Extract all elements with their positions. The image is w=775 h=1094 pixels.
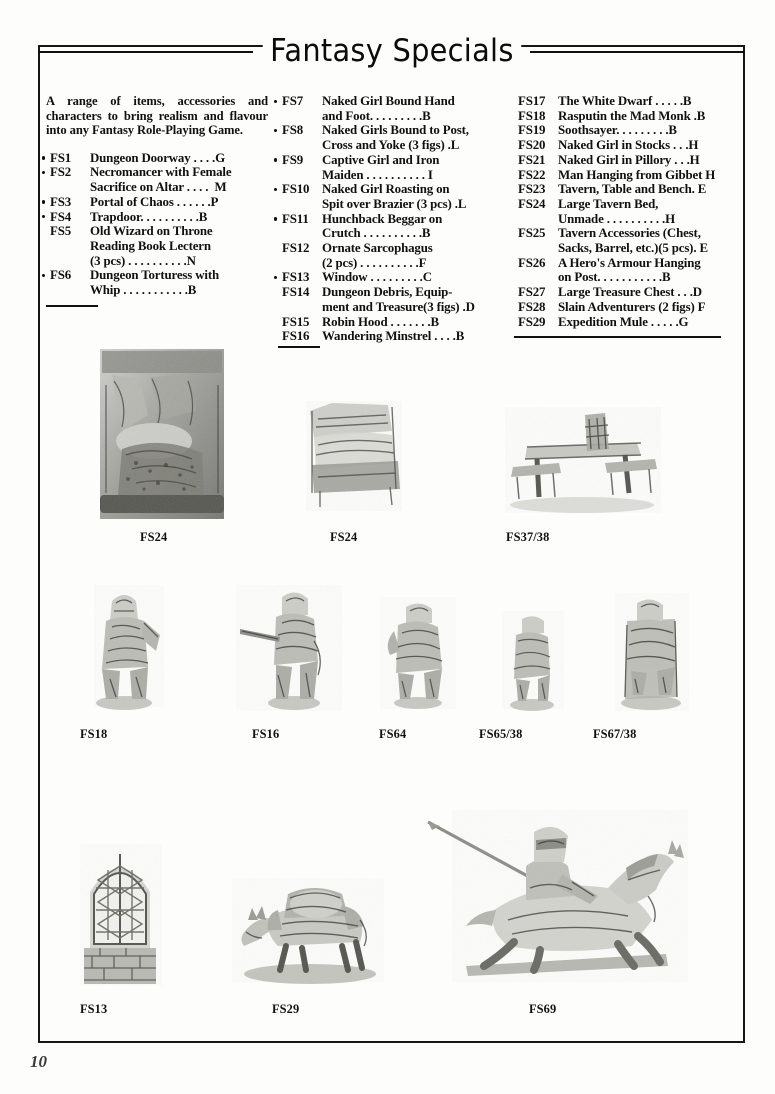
product-entry	[274, 153, 510, 182]
product-code: FS11	[282, 211, 309, 226]
product-description	[558, 315, 738, 330]
product-description-line: A Hero's Armour Hanging	[558, 255, 701, 270]
photo-fs69	[422, 770, 712, 990]
product-code: FS14	[282, 285, 310, 300]
product-description-line: The White Dwarf . . . . .B	[558, 94, 692, 108]
product-entry	[42, 224, 274, 268]
product-code: FS19	[518, 123, 546, 138]
product-code: FS18	[518, 108, 546, 123]
product-description-line: Wandering Minstrel . . . .B	[322, 329, 465, 344]
product-entry	[274, 123, 510, 152]
product-description-line: Necromancer with Female	[90, 165, 232, 180]
product-code: FS28	[518, 299, 546, 314]
product-code: FS13	[282, 270, 310, 285]
product-code: FS12	[282, 241, 310, 256]
product-code: FS22	[518, 167, 546, 182]
product-description-line: Unmade . . . . . . . . . .H	[558, 211, 675, 226]
new-item-bullet-icon	[274, 276, 277, 279]
product-entry	[510, 300, 742, 315]
product-entry	[42, 210, 274, 225]
product-description	[322, 94, 506, 123]
product-description	[322, 241, 506, 270]
product-code: FS17	[518, 94, 546, 108]
product-entry	[510, 138, 742, 153]
product-description-line: Tavern, Table and Bench. E	[558, 182, 707, 197]
product-code: FS5	[50, 224, 72, 239]
product-description	[322, 315, 506, 330]
product-description	[322, 182, 506, 211]
product-entry	[42, 151, 274, 166]
product-description	[322, 123, 506, 152]
product-code: FS26	[518, 255, 546, 270]
product-description-line: Ornate Sarcophagus	[322, 241, 433, 256]
product-description-line: Hunchback Beggar on	[322, 211, 443, 226]
photo-caption-fs69: FS69	[529, 1002, 557, 1016]
column-2-entries	[274, 94, 510, 344]
product-description-line: Cross and Yoke (3 figs) .L	[322, 138, 460, 153]
product-description	[558, 285, 738, 300]
product-description	[90, 210, 270, 225]
product-code: FS9	[282, 152, 304, 167]
product-description-line: Portal of Chaos . . . . . .P	[90, 194, 219, 209]
product-entry	[274, 315, 510, 330]
product-description-line: Rasputin the Mad Monk .B	[558, 108, 706, 123]
product-description-line: Naked Girl in Pillory . . .H	[558, 152, 700, 167]
product-code: FS20	[518, 138, 546, 153]
product-entry	[510, 94, 742, 109]
product-code: FS10	[282, 182, 310, 197]
listing-column-1	[42, 94, 274, 348]
product-description-line: Robin Hood . . . . . . .B	[322, 314, 439, 329]
page-title: Fantasy Specials	[262, 33, 520, 69]
new-item-bullet-icon	[274, 129, 277, 132]
new-item-bullet-icon	[42, 200, 45, 203]
product-code: FS1	[50, 150, 72, 165]
product-listing-columns	[42, 94, 742, 348]
product-description	[558, 123, 738, 138]
product-code: FS8	[282, 123, 304, 138]
product-description-line: Dungeon Debris, Equip-	[322, 285, 453, 300]
column-3-rule	[514, 336, 721, 338]
product-code: FS7	[282, 94, 304, 108]
intro-paragraph: A range of items, accessories and characters to bring realism and flavour into any Fantasy Role-Playing Game.	[46, 94, 268, 138]
product-entry	[510, 226, 742, 255]
photo-caption-fs18: FS18	[80, 727, 108, 741]
product-entry	[274, 94, 510, 123]
product-entry	[274, 270, 510, 285]
product-description	[558, 182, 738, 197]
product-description-line: Dungeon Doorway . . . .G	[90, 150, 225, 165]
product-description	[558, 168, 738, 183]
product-description	[90, 151, 270, 166]
product-entry	[42, 165, 274, 194]
photo-caption-fs64: FS64	[379, 727, 407, 741]
photo-fs67-38	[597, 591, 702, 715]
new-item-bullet-icon	[274, 217, 277, 220]
product-code: FS27	[518, 285, 546, 300]
product-entry	[510, 315, 742, 330]
new-item-bullet-icon	[42, 171, 45, 174]
product-description-line: Whip . . . . . . . . . . .B	[90, 283, 197, 298]
product-description-line: Naked Girl Roasting on	[322, 182, 450, 197]
product-description-line: Large Tavern Bed,	[558, 196, 659, 211]
product-description-line: and Foot. . . . . . . . .B	[322, 108, 431, 123]
product-code: FS2	[50, 165, 72, 180]
product-entry	[42, 195, 274, 210]
product-entry	[510, 285, 742, 300]
product-description-line: (2 pcs) . . . . . . . . . .F	[322, 255, 427, 270]
product-entry	[510, 153, 742, 168]
product-description	[90, 195, 270, 210]
product-description-line: Slain Adventurers (2 figs) F	[558, 299, 706, 314]
photo-row-2	[42, 575, 742, 765]
photo-fs37-38	[497, 393, 667, 521]
product-description-line: Large Treasure Chest . . .D	[558, 285, 702, 300]
product-description-line: Tavern Accessories (Chest,	[558, 226, 701, 241]
product-description-line: on Post. . . . . . . . . . .B	[558, 270, 671, 285]
column-3-entries	[510, 94, 742, 329]
product-description	[322, 270, 506, 285]
product-entry	[274, 329, 510, 344]
product-entry	[510, 109, 742, 124]
page-title-band	[38, 28, 745, 74]
product-description-line: Sacrifice on Altar . . . . M	[90, 180, 227, 195]
product-code: FS3	[50, 194, 72, 209]
photo-fs65-38	[492, 611, 572, 715]
photo-row-3	[42, 770, 742, 1020]
new-item-bullet-icon	[274, 100, 277, 103]
listing-column-2	[274, 94, 510, 348]
photo-fs16	[232, 579, 347, 715]
photo-caption-fs13: FS13	[80, 1002, 108, 1016]
product-code: FS25	[518, 226, 546, 241]
new-item-bullet-icon	[42, 156, 45, 159]
photo-caption-fs24-altar: FS24	[140, 530, 168, 544]
photo-caption-fs37-38: FS37/38	[506, 530, 550, 544]
product-description-line: Maiden . . . . . . . . . . I	[322, 167, 433, 182]
product-code: FS23	[518, 182, 546, 197]
product-description	[558, 226, 738, 255]
product-entry	[510, 256, 742, 285]
product-description-line: Expedition Mule . . . . .G	[558, 314, 689, 329]
photo-caption-fs65-38: FS65/38	[479, 727, 523, 741]
new-item-bullet-icon	[274, 158, 277, 161]
photo-caption-fs67-38: FS67/38	[593, 727, 637, 741]
photo-caption-fs16: FS16	[252, 727, 280, 741]
product-entry	[510, 182, 742, 197]
product-entry	[510, 197, 742, 226]
column-1-rule	[46, 305, 98, 307]
product-description-line: Naked Girls Bound to Post,	[322, 123, 469, 138]
product-description-line: Trapdoor. . . . . . . . . .B	[90, 209, 208, 224]
photo-caption-fs24-bed: FS24	[330, 530, 358, 544]
product-entry	[274, 182, 510, 211]
product-description	[558, 138, 738, 153]
product-description-line: Spit over Brazier (3 pcs) .L	[322, 196, 467, 211]
product-description-line: Soothsayer. . . . . . . . .B	[558, 123, 677, 138]
product-code: FS21	[518, 152, 546, 167]
product-description	[90, 224, 270, 268]
product-entry	[510, 168, 742, 183]
product-entry	[274, 212, 510, 241]
photo-fs24-altar	[92, 345, 232, 525]
product-description-line: Man Hanging from Gibbet H	[558, 167, 716, 182]
new-item-bullet-icon	[274, 188, 277, 191]
product-description-line: Old Wizard on Throne	[90, 224, 213, 239]
product-code: FS16	[282, 329, 310, 344]
product-code: FS29	[518, 314, 546, 329]
product-entry	[274, 285, 510, 314]
product-description	[558, 256, 738, 285]
product-description-line: (3 pcs) . . . . . . . . . .N	[90, 253, 196, 268]
product-description	[90, 165, 270, 194]
product-description	[322, 153, 506, 182]
product-description-line: Naked Girl Bound Hand	[322, 94, 455, 108]
photo-fs18	[72, 575, 177, 715]
product-code: FS15	[282, 314, 310, 329]
product-description	[558, 153, 738, 168]
photo-fs64	[372, 595, 462, 715]
product-description-line: Window . . . . . . . . .C	[322, 270, 432, 285]
product-description	[322, 329, 506, 344]
photo-fs13	[70, 840, 170, 990]
product-description	[558, 109, 738, 124]
product-entry	[42, 268, 274, 297]
product-entry	[274, 241, 510, 270]
listing-column-3	[510, 94, 742, 348]
product-code: FS24	[518, 196, 546, 211]
title-rule-right	[530, 51, 745, 53]
product-description-line: ment and Treasure(3 figs) .D	[322, 299, 475, 314]
product-entry	[510, 123, 742, 138]
photo-fs29	[222, 860, 392, 990]
new-item-bullet-icon	[42, 274, 45, 277]
column-1-entries	[42, 151, 274, 298]
product-code: FS6	[50, 268, 72, 283]
product-description-line: Reading Book Lectern	[90, 239, 211, 253]
product-description	[90, 268, 270, 297]
product-description	[558, 94, 738, 109]
photo-fs24-bed	[292, 385, 412, 520]
page-number: 10	[30, 1052, 47, 1071]
photo-row-1	[42, 345, 742, 545]
product-description	[558, 197, 738, 226]
product-description-line: Sacks, Barrel, etc.)(5 pcs). E	[558, 241, 708, 256]
title-rule-left	[38, 51, 253, 53]
photo-caption-fs29: FS29	[272, 1002, 300, 1016]
product-code: FS4	[50, 209, 72, 224]
new-item-bullet-icon	[42, 215, 45, 218]
product-description-line: Crutch . . . . . . . . . .B	[322, 226, 431, 241]
product-description-line: Captive Girl and Iron	[322, 152, 440, 167]
product-description	[322, 212, 506, 241]
product-description	[558, 300, 738, 315]
product-description-line: Dungeon Torturess with	[90, 268, 219, 283]
product-description	[322, 285, 506, 314]
product-description-line: Naked Girl in Stocks . . .H	[558, 138, 699, 153]
